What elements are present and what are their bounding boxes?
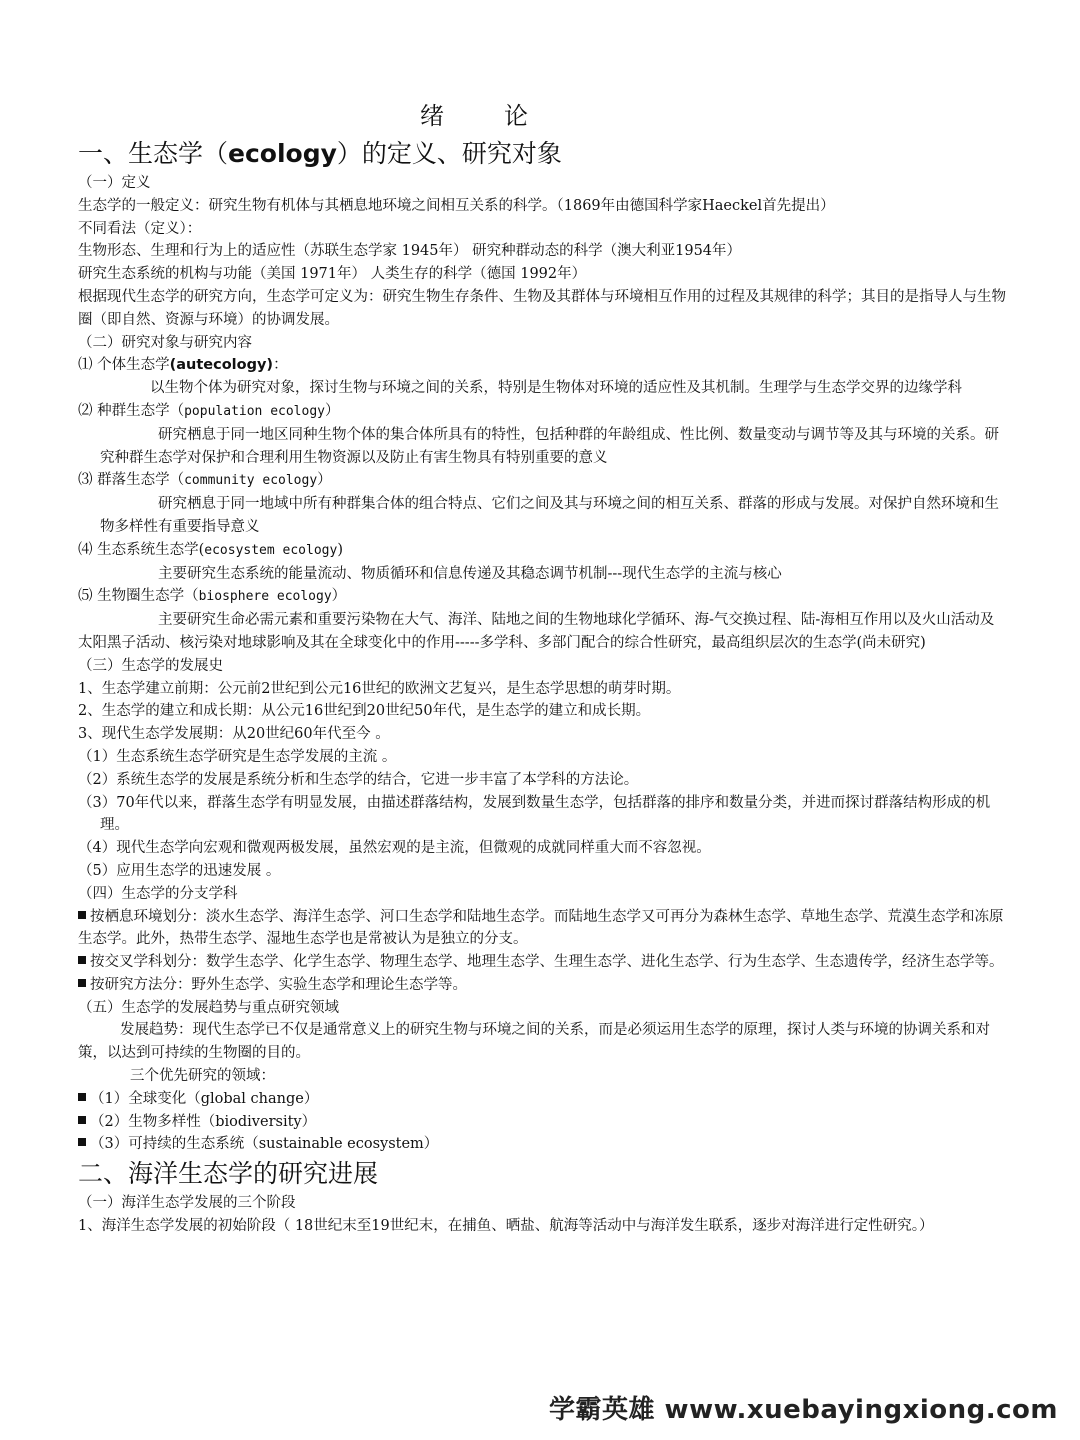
autecology-label xyxy=(78,354,1008,377)
history-2: 2、生态学的建立和成长期：从公元16世纪到20世纪50年代，是生态学的建立和成长期。 xyxy=(78,703,651,720)
subheading-research-objects: （二）研究对象与研究内容 xyxy=(78,334,252,351)
priority-field-2-text: （2）生物多样性（biodiversity） xyxy=(90,1113,317,1130)
branch-method-text: 按研究方法分：野外生态学、实验生态学和理论生态学等。 xyxy=(90,976,467,993)
subheading-trends: （五）生态学的发展趋势与重点研究领域 xyxy=(78,999,339,1016)
modern-point-5: （5）应用生态学的迅速发展 。 xyxy=(78,862,281,879)
subheading-definition: （一）定义 xyxy=(78,175,151,191)
square-bullet-icon xyxy=(78,979,86,987)
community-label-en: community ecology xyxy=(184,473,318,489)
biosphere-label-prefix: ⑸ 生物圈生态学（ xyxy=(78,588,199,605)
general-definition: 生态学的一般定义：研究生物有机体与其栖息地环境之间相互关系的科学。（1869年由德国科学家Haeckel首先提出） xyxy=(78,197,835,214)
section1-heading-ecology: ecology xyxy=(228,139,337,168)
subheading-marine-stages: （一）海洋生态学发展的三个阶段 xyxy=(78,1195,296,1212)
modern-point-4: （4）现代生态学向宏观和微观两极发展，虽然宏观的是主流，但微观的成就同样重大而不容忽视。 xyxy=(78,840,711,857)
biosphere-ecology-body: 主要研究生命必需元素和重要污染物在大气、海洋、陆地之间的生物地球化学循环、海-气交换过程、陆-海相互作用以及火山活动及太阳黑子活动、核污染对地球影响及其在全球变化中的作用-----多学科、多部门配合的综合性研究，最高组织层次的生态学(尚未研究) xyxy=(78,612,995,651)
modern-definition: 根据现代生态学的研究方向，生态学可定义为：研究生物生存条件、生物及其群体与环境相互作用的过程及其规律的科学；其目的是指导人与生物圈（即自然、资源与环境）的协调发展。 xyxy=(78,288,1006,328)
community-label-suffix: ） xyxy=(317,472,332,489)
branch-method xyxy=(78,974,1008,997)
site-watermark: 学霸英雄 www.xuebayingxiong.com xyxy=(549,1395,1058,1425)
modern-point-1: （1）生态系统生态学研究是生态学发展的主流 。 xyxy=(78,748,397,765)
population-ecology-body: 研究栖息于同一地区同种生物个体的集合体所具有的特性，包括种群的年龄组成、性比例、数量变动与调节等及其与环境的关系。研究种群生态学对保护和合理利用生物资源以及防止有害生物具有特别重要的意义 xyxy=(100,426,999,466)
modern-point-3: （3）70年代以来，群落生态学有明显发展，由描述群落结构，发展到数量生态学，包括群落的排序和数量分类，并进而探讨群落结构形成的机理。 xyxy=(78,794,991,834)
branch-interdisciplinary-text: 按交叉学科划分：数学生态学、化学生态学、物理生态学、地理生态学、生理生态学、进化生态学、行为生态学、生态遗传学，经济生态学等。 xyxy=(90,954,1004,971)
priority-field-2 xyxy=(78,1111,1008,1134)
autecology-label-prefix: ⑴ 个体生态学 xyxy=(78,357,170,374)
priority-field-1 xyxy=(78,1088,1008,1111)
population-label-suffix: ） xyxy=(325,402,340,419)
square-bullet-icon xyxy=(78,1116,86,1124)
modern-point-2: （2）系统生态学的发展是系统分析和生态学的结合，它进一步丰富了本学科的方法论。 xyxy=(78,771,639,788)
view-line-2: 研究生态系统的机构与功能（美国 1971年） 人类生存的科学（德国 1992年） xyxy=(78,266,587,283)
priority-field-3 xyxy=(78,1133,1008,1156)
community-label-prefix: ⑶ 群落生态学（ xyxy=(78,472,185,489)
section2-heading: 二、海洋生态学的研究进展 xyxy=(78,1159,379,1189)
document-title: 绪 论 xyxy=(420,102,546,130)
biosphere-label-en: biosphere ecology xyxy=(198,589,332,605)
square-bullet-icon xyxy=(78,1138,86,1146)
ecosystem-ecology-label xyxy=(78,539,1008,563)
biosphere-label-suffix: ） xyxy=(331,588,347,605)
section1-heading-suffix: ）的定义、研究对象 xyxy=(336,139,562,168)
three-priority-fields: 三个优先研究的领域： xyxy=(130,1068,275,1085)
population-ecology-label xyxy=(78,400,1008,424)
square-bullet-icon xyxy=(78,911,86,919)
history-1: 1、生态学建立前期：公元前2世纪到公元16世纪的欧洲文艺复兴，是生态学思想的萌芽时期。 xyxy=(78,680,681,697)
branch-habitat-text: 按栖息环境划分：淡水生态学、海洋生态学、河口生态学和陆地生态学。而陆地生态学又可再分为森林生态学、草地生态学、荒漠生态学和冻原生态学。此外，热带生态学、湿地生态学也是常被认为是独立的分支。 xyxy=(78,908,1004,948)
autecology-label-en: (autecology) xyxy=(169,357,274,374)
development-trend: 发展趋势：现代生态学已不仅是通常意义上的研究生物与环境之间的关系，而是必须运用生态学的原理，探讨人类与环境的协调关系和对策，以达到可持续的生物圈的目的。 xyxy=(78,1022,990,1062)
section1-heading-prefix: 一、生态学（ xyxy=(78,139,229,168)
branch-interdisciplinary xyxy=(78,951,1008,974)
population-label-en: population ecology xyxy=(184,403,325,419)
square-bullet-icon xyxy=(78,1093,86,1101)
ecosystem-label-prefix: ⑷ 生态系统生态学( xyxy=(78,541,205,558)
autecology-label-suffix: ： xyxy=(273,357,288,374)
square-bullet-icon xyxy=(78,956,86,964)
marine-stage-1: 1、海洋生态学发展的初始阶段（ 18世纪末至19世纪末，在捕鱼、晒盐、航海等活动中与海洋发生联系，逐步对海洋进行定性研究。） xyxy=(78,1218,934,1235)
subheading-history: （三）生态学的发展史 xyxy=(78,657,223,674)
community-ecology-body: 研究栖息于同一地域中所有种群集合体的组合特点、它们之间及其与环境之间的相互关系、群落的形成与发展。对保护自然环境和生物多样性有重要指导意义 xyxy=(100,496,999,535)
section1-heading xyxy=(78,136,1008,172)
population-label-prefix: ⑵ 种群生态学（ xyxy=(78,402,185,419)
view-line-1: 生物形态、生理和行为上的适应性（苏联生态学家 1945年） 研究种群动态的科学（澳大利亚1954年） xyxy=(78,243,742,260)
document-page xyxy=(78,100,1008,1238)
different-views: 不同看法（定义）： xyxy=(78,220,202,237)
community-ecology-label xyxy=(78,469,1008,493)
subheading-branches: （四）生态学的分支学科 xyxy=(78,885,238,902)
priority-field-3-text: （3）可持续的生态系统（sustainable ecosystem） xyxy=(90,1136,439,1153)
ecosystem-label-suffix: ) xyxy=(337,541,343,558)
history-3: 3、现代生态学发展期：从20世纪60年代至今 。 xyxy=(78,726,390,743)
branch-habitat xyxy=(78,906,1008,952)
biosphere-ecology-label xyxy=(78,585,1008,609)
autecology-body: 以生物个体为研究对象，探讨生物与环境之间的关系，特别是生物体对环境的适应性及其机制。生理学与生态学交界的边缘学科 xyxy=(150,380,962,397)
ecosystem-label-en: ecosystem ecology xyxy=(204,542,338,558)
ecosystem-ecology-body: 主要研究生态系统的能量流动、物质循环和信息传递及其稳态调节机制---现代生态学的主流与核心 xyxy=(158,565,782,582)
priority-field-1-text: （1）全球变化（global change） xyxy=(90,1090,319,1107)
